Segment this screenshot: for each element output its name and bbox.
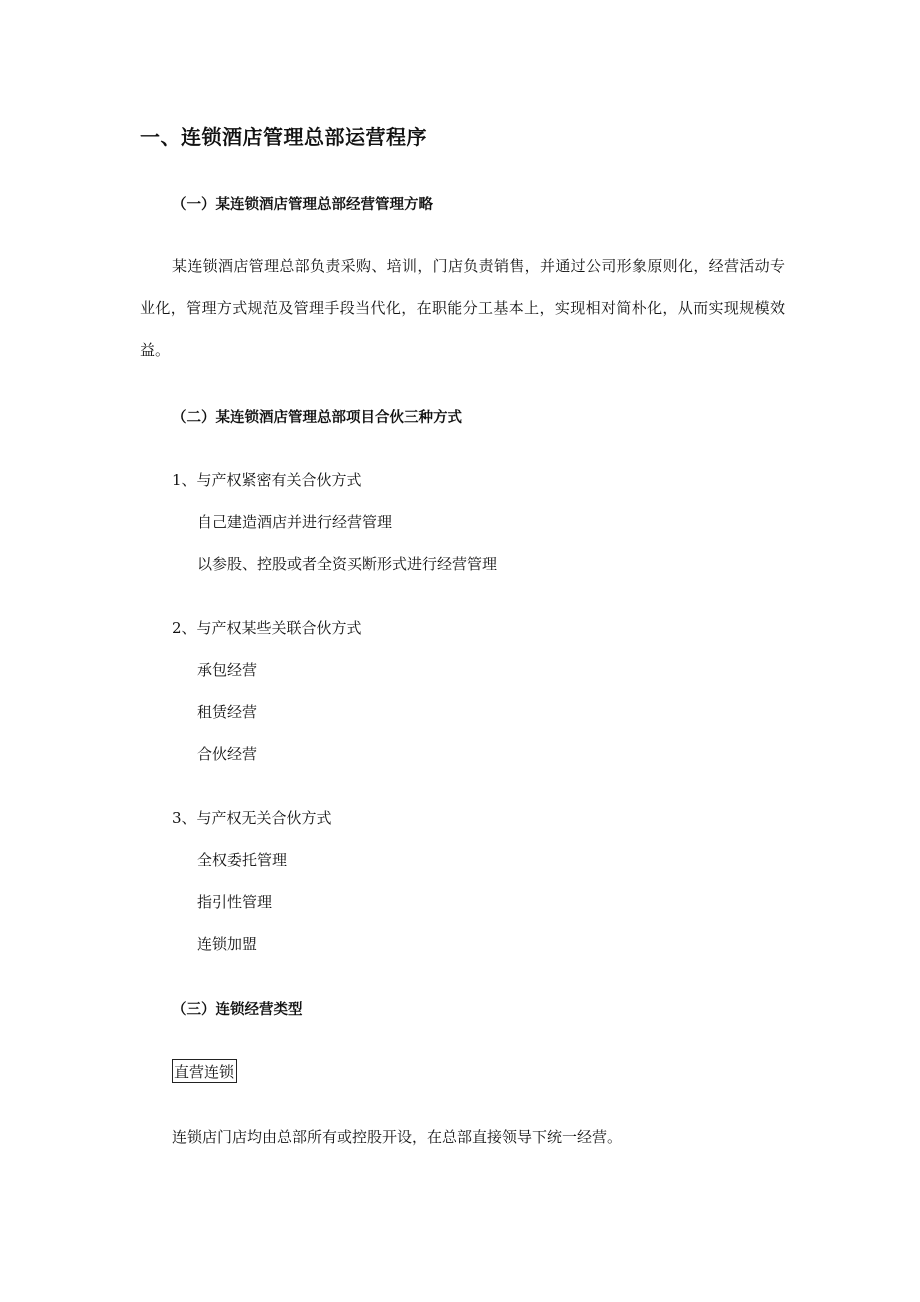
list-item: 承包经营 [197, 661, 258, 679]
direct-chain-description: 连锁店门店均由总部所有或控股开设，在总部直接领导下统一经营。 [172, 1128, 623, 1146]
section-heading-1: （一）某连锁酒店管理总部经营管理方略 [172, 197, 433, 213]
list-item: 租赁经营 [197, 703, 258, 721]
strategy-paragraph: 某连锁酒店管理总部负责采购、培训，门店负责销售，并通过公司形象原则化，经营活动专业化，管理方式规范及管理手段当代化，在职能分工基本上，实现相对简朴化，从而实现规模效益。 [140, 257, 785, 359]
list-item: 指引性管理 [197, 893, 273, 911]
list-item: 自己建造酒店并进行经营管理 [197, 513, 393, 531]
cooperation-mode-1: 1、与产权紧密有关合伙方式 [172, 471, 362, 489]
cooperation-mode-2: 2、与产权某些关联合伙方式 [172, 619, 362, 637]
cooperation-mode-3: 3、与产权无关合伙方式 [172, 809, 332, 827]
list-item: 连锁加盟 [197, 935, 258, 953]
boxed-term: 直营连锁 [172, 1059, 237, 1083]
section-heading-2: （二）某连锁酒店管理总部项目合伙三种方式 [172, 410, 462, 426]
list-item: 全权委托管理 [197, 851, 288, 869]
list-item: 合伙经营 [197, 745, 258, 763]
section-heading-3: （三）连锁经营类型 [172, 1002, 303, 1018]
document-title: 一、连锁酒店管理总部运营程序 [140, 125, 427, 149]
list-item: 以参股、控股或者全资买断形式进行经营管理 [197, 555, 498, 573]
